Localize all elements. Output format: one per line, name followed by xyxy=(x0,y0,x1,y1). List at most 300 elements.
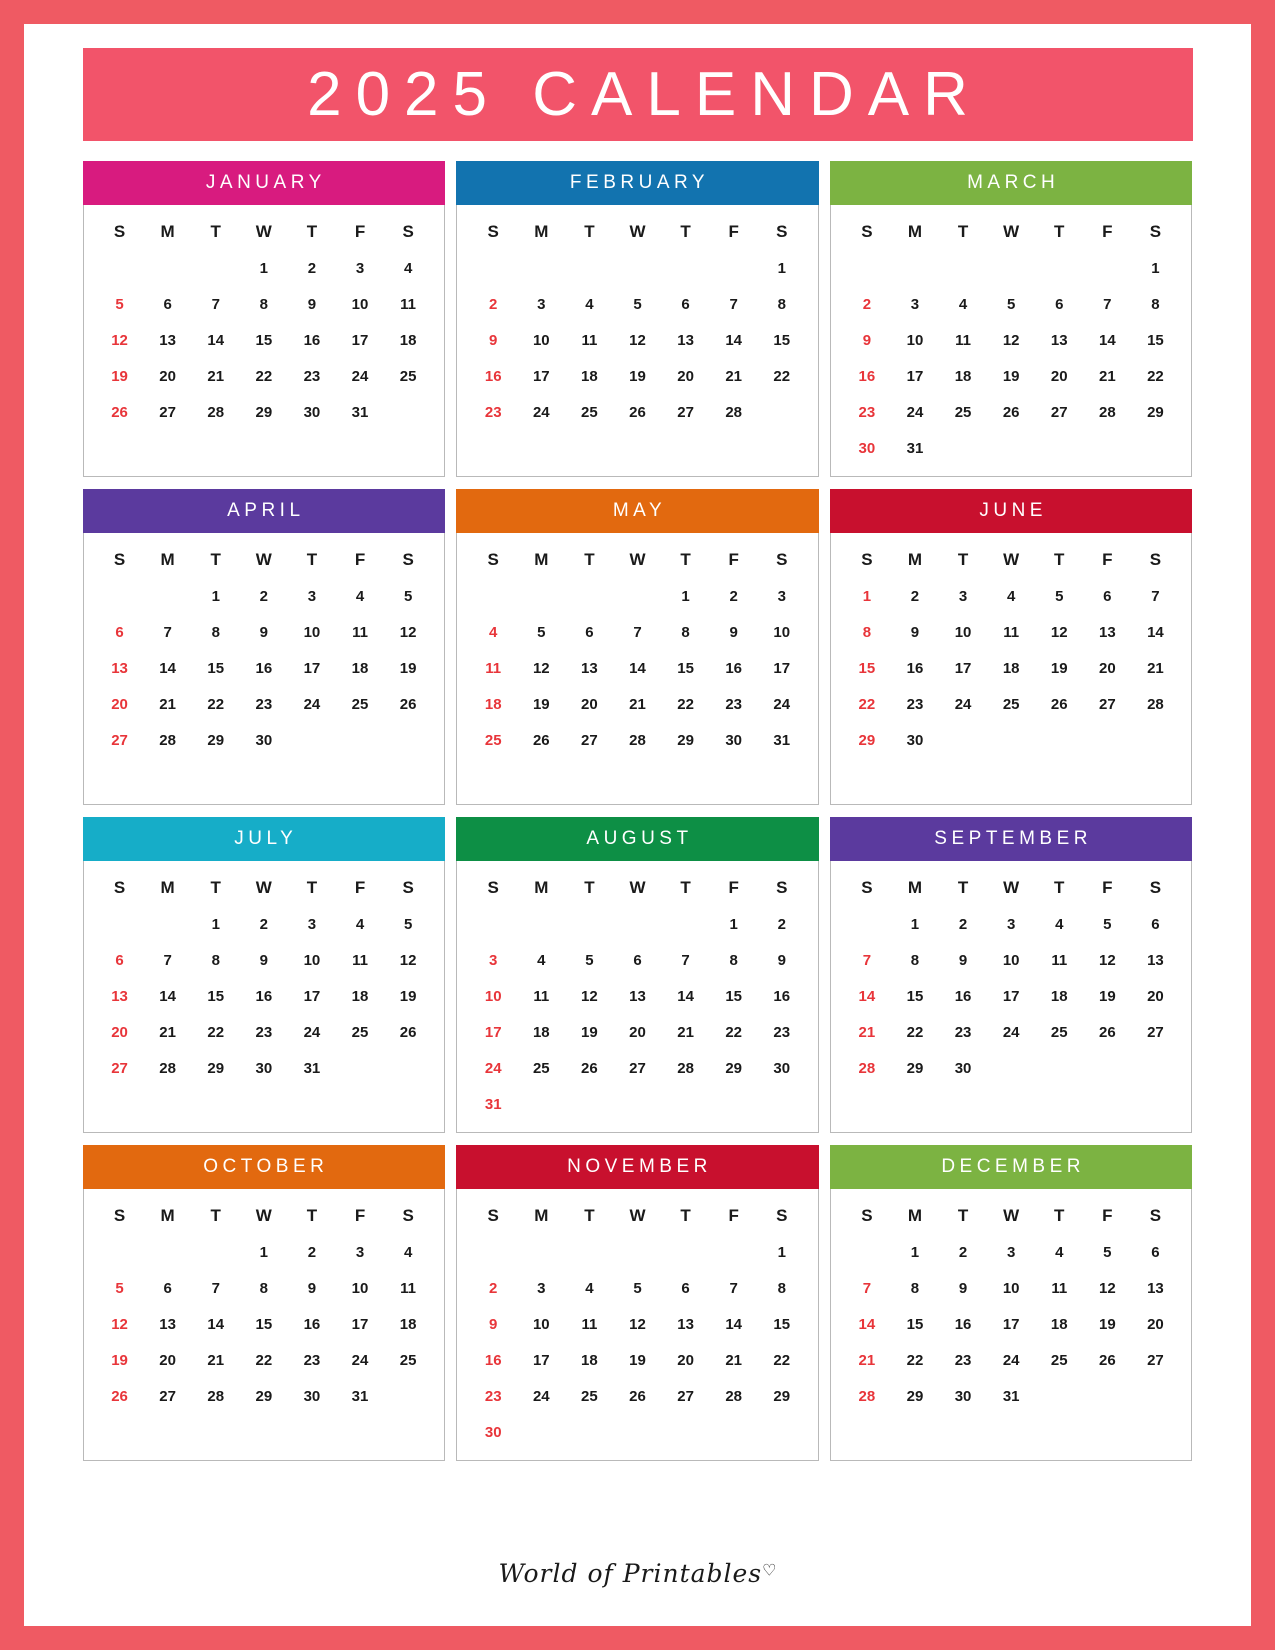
day-cell[interactable]: 6 xyxy=(1055,295,1064,313)
day-cell[interactable]: 11 xyxy=(581,331,598,349)
day-cell[interactable]: 26 xyxy=(399,1023,417,1041)
day-cell[interactable]: 18 xyxy=(484,695,502,713)
day-cell[interactable]: 16 xyxy=(725,659,743,677)
day-cell[interactable]: 5 xyxy=(1103,915,1112,933)
day-cell[interactable]: 12 xyxy=(111,1315,128,1333)
day-cell[interactable]: 27 xyxy=(1147,1351,1164,1369)
day-cell[interactable]: 6 xyxy=(1151,915,1160,933)
day-cell[interactable]: 19 xyxy=(629,1351,646,1369)
day-cell[interactable]: 6 xyxy=(633,951,642,969)
day-cell[interactable]: 7 xyxy=(633,623,642,641)
day-cell[interactable]: 19 xyxy=(1002,367,1020,385)
day-cell[interactable]: 27 xyxy=(1050,403,1068,421)
day-cell[interactable]: 23 xyxy=(255,1023,273,1041)
day-cell[interactable]: 10 xyxy=(773,623,791,641)
day-cell[interactable]: 23 xyxy=(303,367,321,385)
day-cell[interactable]: 25 xyxy=(581,403,598,421)
day-cell[interactable]: 14 xyxy=(1147,623,1164,641)
day-cell[interactable]: 31 xyxy=(484,1095,502,1113)
day-cell[interactable]: 22 xyxy=(255,1351,273,1369)
day-cell[interactable]: 2 xyxy=(307,259,317,277)
day-cell[interactable]: 10 xyxy=(351,1279,369,1297)
day-cell[interactable]: 2 xyxy=(259,915,268,933)
day-cell[interactable]: 29 xyxy=(906,1059,924,1077)
day-cell[interactable]: 11 xyxy=(533,987,550,1005)
day-cell[interactable]: 21 xyxy=(677,1023,694,1041)
day-cell[interactable]: 12 xyxy=(399,951,417,969)
day-cell[interactable]: 13 xyxy=(629,987,646,1005)
day-cell[interactable]: 25 xyxy=(484,731,502,749)
day-cell[interactable]: 23 xyxy=(858,403,876,421)
day-cell[interactable]: 28 xyxy=(725,1387,743,1405)
day-cell[interactable]: 19 xyxy=(1050,659,1068,677)
day-cell[interactable]: 5 xyxy=(633,1279,642,1297)
day-cell[interactable]: 27 xyxy=(677,403,694,421)
day-cell[interactable]: 14 xyxy=(1099,331,1116,349)
day-cell[interactable]: 7 xyxy=(862,951,872,969)
day-cell[interactable]: 6 xyxy=(115,623,124,641)
day-cell[interactable]: 5 xyxy=(537,623,546,641)
day-cell[interactable]: 6 xyxy=(163,1279,172,1297)
day-cell[interactable]: 30 xyxy=(858,439,876,457)
day-cell[interactable]: 14 xyxy=(159,987,176,1005)
day-cell[interactable]: 6 xyxy=(163,295,172,313)
day-cell[interactable]: 15 xyxy=(255,331,273,349)
day-cell[interactable]: 27 xyxy=(581,731,598,749)
day-cell[interactable]: 23 xyxy=(954,1351,972,1369)
day-cell[interactable]: 13 xyxy=(159,331,176,349)
day-cell[interactable]: 3 xyxy=(1006,1243,1016,1261)
day-cell[interactable]: 18 xyxy=(1002,659,1020,677)
day-cell[interactable]: 8 xyxy=(729,951,738,969)
day-cell[interactable]: 28 xyxy=(1099,403,1116,421)
day-cell[interactable]: 17 xyxy=(532,1351,550,1369)
day-cell[interactable]: 12 xyxy=(1099,1279,1116,1297)
day-cell[interactable]: 6 xyxy=(1103,587,1112,605)
day-cell[interactable]: 30 xyxy=(303,1387,321,1405)
day-cell[interactable]: 9 xyxy=(259,951,268,969)
day-cell[interactable]: 31 xyxy=(351,1387,369,1405)
day-cell[interactable]: 26 xyxy=(399,695,417,713)
day-cell[interactable]: 15 xyxy=(1147,331,1164,349)
day-cell[interactable]: 31 xyxy=(1002,1387,1020,1405)
day-cell[interactable]: 9 xyxy=(958,951,968,969)
day-cell[interactable]: 24 xyxy=(484,1059,502,1077)
day-cell[interactable]: 9 xyxy=(489,1315,498,1333)
day-cell[interactable]: 8 xyxy=(777,1279,786,1297)
day-cell[interactable]: 24 xyxy=(906,403,924,421)
day-cell[interactable]: 26 xyxy=(1099,1351,1116,1369)
day-cell[interactable]: 29 xyxy=(255,403,273,421)
day-cell[interactable]: 10 xyxy=(303,623,321,641)
day-cell[interactable]: 7 xyxy=(681,951,690,969)
day-cell[interactable]: 21 xyxy=(858,1023,876,1041)
day-cell[interactable]: 28 xyxy=(207,403,225,421)
day-cell[interactable]: 7 xyxy=(729,1279,738,1297)
day-cell[interactable]: 22 xyxy=(1147,367,1164,385)
day-cell[interactable]: 3 xyxy=(307,587,317,605)
day-cell[interactable]: 21 xyxy=(207,1351,225,1369)
day-cell[interactable]: 28 xyxy=(677,1059,694,1077)
day-cell[interactable]: 13 xyxy=(1147,951,1164,969)
day-cell[interactable]: 14 xyxy=(725,331,743,349)
day-cell[interactable]: 15 xyxy=(906,1315,924,1333)
day-cell[interactable]: 16 xyxy=(954,1315,972,1333)
day-cell[interactable]: 5 xyxy=(403,587,413,605)
day-cell[interactable]: 15 xyxy=(677,659,694,677)
day-cell[interactable]: 21 xyxy=(725,367,743,385)
day-cell[interactable]: 20 xyxy=(159,1351,176,1369)
day-cell[interactable]: 4 xyxy=(355,587,365,605)
day-cell[interactable]: 30 xyxy=(773,1059,791,1077)
day-cell[interactable]: 24 xyxy=(532,1387,550,1405)
day-cell[interactable]: 10 xyxy=(906,331,924,349)
day-cell[interactable]: 1 xyxy=(259,1243,268,1261)
day-cell[interactable]: 25 xyxy=(351,1023,369,1041)
day-cell[interactable]: 30 xyxy=(255,731,273,749)
day-cell[interactable]: 1 xyxy=(1151,259,1160,277)
day-cell[interactable]: 15 xyxy=(906,987,924,1005)
day-cell[interactable]: 9 xyxy=(910,623,920,641)
day-cell[interactable]: 4 xyxy=(1055,915,1064,933)
day-cell[interactable]: 17 xyxy=(303,987,321,1005)
day-cell[interactable]: 7 xyxy=(163,623,172,641)
day-cell[interactable]: 17 xyxy=(1002,987,1020,1005)
day-cell[interactable]: 21 xyxy=(207,367,225,385)
day-cell[interactable]: 29 xyxy=(677,731,694,749)
day-cell[interactable]: 21 xyxy=(1099,367,1116,385)
day-cell[interactable]: 11 xyxy=(955,331,971,349)
day-cell[interactable]: 29 xyxy=(207,731,225,749)
day-cell[interactable]: 26 xyxy=(532,731,550,749)
day-cell[interactable]: 25 xyxy=(351,695,369,713)
day-cell[interactable]: 5 xyxy=(403,915,413,933)
day-cell[interactable]: 13 xyxy=(1099,623,1116,641)
day-cell[interactable]: 14 xyxy=(858,987,876,1005)
day-cell[interactable]: 3 xyxy=(537,1279,546,1297)
day-cell[interactable]: 22 xyxy=(906,1351,924,1369)
day-cell[interactable]: 30 xyxy=(255,1059,273,1077)
day-cell[interactable]: 3 xyxy=(355,1243,365,1261)
day-cell[interactable]: 15 xyxy=(773,1315,791,1333)
day-cell[interactable]: 13 xyxy=(111,659,128,677)
day-cell[interactable]: 12 xyxy=(629,1315,646,1333)
day-cell[interactable]: 18 xyxy=(581,1351,598,1369)
day-cell[interactable]: 30 xyxy=(725,731,743,749)
day-cell[interactable]: 26 xyxy=(581,1059,598,1077)
day-cell[interactable]: 3 xyxy=(777,587,786,605)
day-cell[interactable]: 18 xyxy=(581,367,598,385)
day-cell[interactable]: 27 xyxy=(1099,695,1116,713)
day-cell[interactable]: 2 xyxy=(259,587,268,605)
day-cell[interactable]: 16 xyxy=(484,367,502,385)
day-cell[interactable]: 16 xyxy=(954,987,972,1005)
day-cell[interactable]: 16 xyxy=(484,1351,502,1369)
day-cell[interactable]: 5 xyxy=(1103,1243,1112,1261)
day-cell[interactable]: 27 xyxy=(111,731,128,749)
day-cell[interactable]: 20 xyxy=(1147,987,1164,1005)
day-cell[interactable]: 4 xyxy=(403,259,413,277)
day-cell[interactable]: 19 xyxy=(111,367,128,385)
day-cell[interactable]: 5 xyxy=(585,951,594,969)
day-cell[interactable]: 27 xyxy=(1147,1023,1164,1041)
day-cell[interactable]: 21 xyxy=(725,1351,743,1369)
day-cell[interactable]: 23 xyxy=(484,403,502,421)
day-cell[interactable]: 28 xyxy=(858,1387,876,1405)
day-cell[interactable]: 15 xyxy=(207,659,225,677)
day-cell[interactable]: 1 xyxy=(729,915,738,933)
day-cell[interactable]: 15 xyxy=(207,987,225,1005)
day-cell[interactable]: 28 xyxy=(629,731,646,749)
day-cell[interactable]: 28 xyxy=(159,1059,176,1077)
day-cell[interactable]: 7 xyxy=(1151,587,1160,605)
day-cell[interactable]: 17 xyxy=(351,331,369,349)
day-cell[interactable]: 12 xyxy=(1002,331,1020,349)
day-cell[interactable]: 22 xyxy=(207,1023,225,1041)
day-cell[interactable]: 31 xyxy=(303,1059,321,1077)
day-cell[interactable]: 24 xyxy=(351,367,369,385)
day-cell[interactable]: 9 xyxy=(307,1279,317,1297)
day-cell[interactable]: 28 xyxy=(1147,695,1164,713)
day-cell[interactable]: 16 xyxy=(255,987,273,1005)
day-cell[interactable]: 14 xyxy=(207,1315,225,1333)
day-cell[interactable]: 18 xyxy=(351,659,369,677)
day-cell[interactable]: 20 xyxy=(581,695,598,713)
day-cell[interactable]: 21 xyxy=(159,1023,176,1041)
day-cell[interactable]: 26 xyxy=(629,1387,646,1405)
day-cell[interactable]: 8 xyxy=(910,1279,920,1297)
day-cell[interactable]: 25 xyxy=(399,1351,417,1369)
day-cell[interactable]: 10 xyxy=(954,623,972,641)
day-cell[interactable]: 8 xyxy=(910,951,920,969)
day-cell[interactable]: 22 xyxy=(207,695,225,713)
day-cell[interactable]: 17 xyxy=(532,367,550,385)
day-cell[interactable]: 16 xyxy=(773,987,791,1005)
day-cell[interactable]: 9 xyxy=(307,295,317,313)
day-cell[interactable]: 1 xyxy=(777,259,786,277)
day-cell[interactable]: 17 xyxy=(351,1315,369,1333)
day-cell[interactable]: 30 xyxy=(484,1423,502,1441)
day-cell[interactable]: 27 xyxy=(677,1387,694,1405)
day-cell[interactable]: 1 xyxy=(910,915,920,933)
day-cell[interactable]: 1 xyxy=(777,1243,786,1261)
day-cell[interactable]: 26 xyxy=(111,1387,128,1405)
day-cell[interactable]: 13 xyxy=(677,331,694,349)
day-cell[interactable]: 23 xyxy=(906,695,924,713)
day-cell[interactable]: 2 xyxy=(729,587,738,605)
day-cell[interactable]: 10 xyxy=(484,987,502,1005)
day-cell[interactable]: 1 xyxy=(862,587,872,605)
day-cell[interactable]: 21 xyxy=(1147,659,1164,677)
day-cell[interactable]: 15 xyxy=(773,331,791,349)
day-cell[interactable]: 24 xyxy=(532,403,550,421)
day-cell[interactable]: 15 xyxy=(725,987,743,1005)
day-cell[interactable]: 13 xyxy=(1050,331,1068,349)
day-cell[interactable]: 11 xyxy=(352,951,368,969)
day-cell[interactable]: 17 xyxy=(484,1023,502,1041)
day-cell[interactable]: 25 xyxy=(581,1387,598,1405)
day-cell[interactable]: 9 xyxy=(958,1279,968,1297)
day-cell[interactable]: 4 xyxy=(403,1243,413,1261)
day-cell[interactable]: 27 xyxy=(159,403,176,421)
day-cell[interactable]: 19 xyxy=(532,695,550,713)
day-cell[interactable]: 31 xyxy=(906,439,924,457)
day-cell[interactable]: 11 xyxy=(400,1279,417,1297)
day-cell[interactable]: 14 xyxy=(677,987,694,1005)
day-cell[interactable]: 22 xyxy=(858,695,876,713)
day-cell[interactable]: 10 xyxy=(532,1315,550,1333)
day-cell[interactable]: 21 xyxy=(159,695,176,713)
day-cell[interactable]: 20 xyxy=(1099,659,1116,677)
day-cell[interactable]: 10 xyxy=(532,331,550,349)
day-cell[interactable]: 26 xyxy=(1002,403,1020,421)
day-cell[interactable]: 5 xyxy=(115,295,124,313)
day-cell[interactable]: 16 xyxy=(303,331,321,349)
day-cell[interactable]: 23 xyxy=(954,1023,972,1041)
day-cell[interactable]: 10 xyxy=(1002,1279,1020,1297)
day-cell[interactable]: 2 xyxy=(307,1243,317,1261)
day-cell[interactable]: 23 xyxy=(725,695,743,713)
day-cell[interactable]: 19 xyxy=(1099,1315,1116,1333)
day-cell[interactable]: 26 xyxy=(1050,695,1068,713)
day-cell[interactable]: 29 xyxy=(725,1059,743,1077)
day-cell[interactable]: 22 xyxy=(906,1023,924,1041)
day-cell[interactable]: 1 xyxy=(211,915,220,933)
day-cell[interactable]: 13 xyxy=(159,1315,176,1333)
day-cell[interactable]: 14 xyxy=(207,331,225,349)
day-cell[interactable]: 25 xyxy=(1050,1351,1068,1369)
day-cell[interactable]: 17 xyxy=(954,659,972,677)
day-cell[interactable]: 11 xyxy=(581,1315,598,1333)
day-cell[interactable]: 4 xyxy=(1055,1243,1064,1261)
day-cell[interactable]: 13 xyxy=(111,987,128,1005)
day-cell[interactable]: 6 xyxy=(681,1279,690,1297)
day-cell[interactable]: 10 xyxy=(303,951,321,969)
day-cell[interactable]: 24 xyxy=(303,1023,321,1041)
day-cell[interactable]: 29 xyxy=(207,1059,225,1077)
day-cell[interactable]: 11 xyxy=(485,659,502,677)
day-cell[interactable]: 3 xyxy=(1006,915,1016,933)
day-cell[interactable]: 7 xyxy=(1103,295,1112,313)
day-cell[interactable]: 28 xyxy=(725,403,743,421)
day-cell[interactable]: 12 xyxy=(1099,951,1116,969)
day-cell[interactable]: 3 xyxy=(958,587,968,605)
day-cell[interactable]: 24 xyxy=(1002,1351,1020,1369)
day-cell[interactable]: 12 xyxy=(399,623,417,641)
day-cell[interactable]: 17 xyxy=(303,659,321,677)
day-cell[interactable]: 25 xyxy=(954,403,972,421)
day-cell[interactable]: 3 xyxy=(307,915,317,933)
day-cell[interactable]: 8 xyxy=(1151,295,1160,313)
day-cell[interactable]: 8 xyxy=(259,1279,268,1297)
day-cell[interactable]: 19 xyxy=(399,987,417,1005)
day-cell[interactable]: 24 xyxy=(351,1351,369,1369)
day-cell[interactable]: 5 xyxy=(115,1279,124,1297)
day-cell[interactable]: 2 xyxy=(862,295,872,313)
day-cell[interactable]: 29 xyxy=(773,1387,791,1405)
day-cell[interactable]: 30 xyxy=(303,403,321,421)
day-cell[interactable]: 5 xyxy=(1006,295,1016,313)
day-cell[interactable]: 30 xyxy=(954,1387,972,1405)
day-cell[interactable]: 16 xyxy=(906,659,924,677)
day-cell[interactable]: 14 xyxy=(159,659,176,677)
day-cell[interactable]: 25 xyxy=(399,367,417,385)
day-cell[interactable]: 4 xyxy=(1006,587,1016,605)
day-cell[interactable]: 23 xyxy=(303,1351,321,1369)
day-cell[interactable]: 22 xyxy=(773,367,791,385)
day-cell[interactable]: 14 xyxy=(725,1315,743,1333)
day-cell[interactable]: 1 xyxy=(681,587,690,605)
day-cell[interactable]: 5 xyxy=(633,295,642,313)
day-cell[interactable]: 3 xyxy=(910,295,920,313)
day-cell[interactable]: 16 xyxy=(858,367,876,385)
day-cell[interactable]: 27 xyxy=(111,1059,128,1077)
day-cell[interactable]: 19 xyxy=(1099,987,1116,1005)
day-cell[interactable]: 7 xyxy=(862,1279,872,1297)
day-cell[interactable]: 26 xyxy=(629,403,646,421)
day-cell[interactable]: 20 xyxy=(159,367,176,385)
day-cell[interactable]: 12 xyxy=(111,331,128,349)
day-cell[interactable]: 22 xyxy=(255,367,273,385)
day-cell[interactable]: 11 xyxy=(1003,623,1020,641)
day-cell[interactable]: 15 xyxy=(858,659,876,677)
day-cell[interactable]: 17 xyxy=(906,367,924,385)
day-cell[interactable]: 22 xyxy=(773,1351,791,1369)
day-cell[interactable]: 2 xyxy=(910,587,920,605)
day-cell[interactable]: 6 xyxy=(1151,1243,1160,1261)
day-cell[interactable]: 7 xyxy=(211,295,220,313)
day-cell[interactable]: 9 xyxy=(862,331,872,349)
day-cell[interactable]: 4 xyxy=(355,915,365,933)
day-cell[interactable]: 16 xyxy=(255,659,273,677)
day-cell[interactable]: 7 xyxy=(211,1279,220,1297)
day-cell[interactable]: 22 xyxy=(725,1023,743,1041)
day-cell[interactable]: 19 xyxy=(399,659,417,677)
day-cell[interactable]: 7 xyxy=(163,951,172,969)
day-cell[interactable]: 18 xyxy=(1050,1315,1068,1333)
day-cell[interactable]: 18 xyxy=(399,331,417,349)
day-cell[interactable]: 11 xyxy=(1051,1279,1068,1297)
day-cell[interactable]: 23 xyxy=(255,695,273,713)
day-cell[interactable]: 11 xyxy=(1051,951,1068,969)
day-cell[interactable]: 18 xyxy=(1050,987,1068,1005)
day-cell[interactable]: 23 xyxy=(773,1023,791,1041)
day-cell[interactable]: 5 xyxy=(1055,587,1064,605)
day-cell[interactable]: 25 xyxy=(1002,695,1020,713)
day-cell[interactable]: 30 xyxy=(906,731,924,749)
day-cell[interactable]: 18 xyxy=(399,1315,417,1333)
day-cell[interactable]: 13 xyxy=(1147,1279,1164,1297)
day-cell[interactable]: 2 xyxy=(958,915,968,933)
day-cell[interactable]: 28 xyxy=(159,731,176,749)
day-cell[interactable]: 20 xyxy=(1050,367,1068,385)
day-cell[interactable]: 6 xyxy=(585,623,594,641)
day-cell[interactable]: 2 xyxy=(489,295,498,313)
day-cell[interactable]: 3 xyxy=(489,951,498,969)
day-cell[interactable]: 21 xyxy=(629,695,646,713)
day-cell[interactable]: 12 xyxy=(1050,623,1068,641)
day-cell[interactable]: 1 xyxy=(910,1243,920,1261)
day-cell[interactable]: 9 xyxy=(777,951,786,969)
day-cell[interactable]: 17 xyxy=(1002,1315,1020,1333)
day-cell[interactable]: 31 xyxy=(351,403,369,421)
day-cell[interactable]: 9 xyxy=(489,331,498,349)
day-cell[interactable]: 29 xyxy=(858,731,876,749)
day-cell[interactable]: 26 xyxy=(1099,1023,1116,1041)
day-cell[interactable]: 7 xyxy=(729,295,738,313)
day-cell[interactable]: 8 xyxy=(259,295,268,313)
day-cell[interactable]: 29 xyxy=(1147,403,1164,421)
